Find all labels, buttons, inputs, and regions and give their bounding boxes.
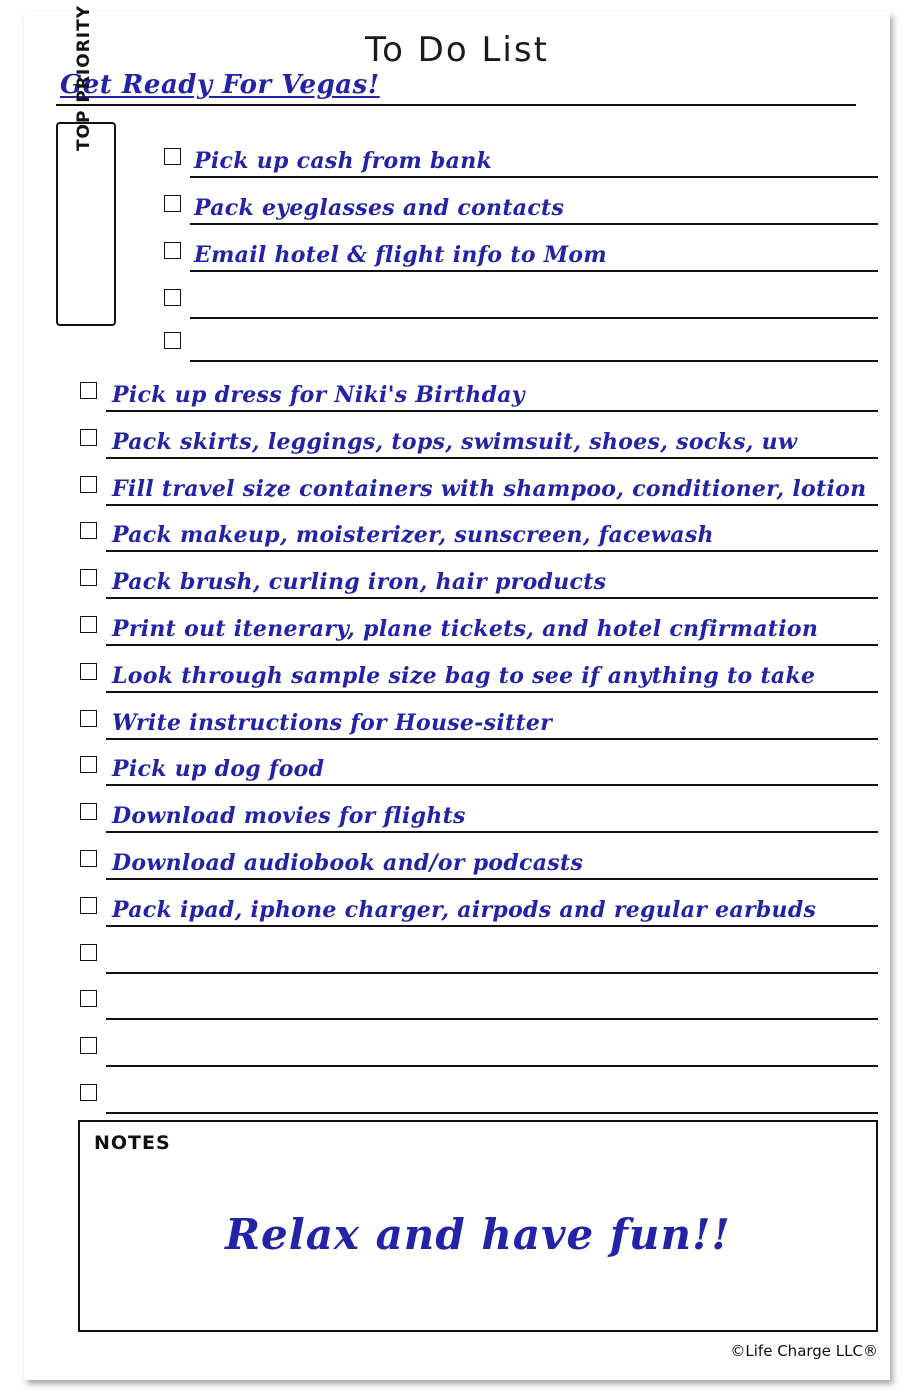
checkbox-icon[interactable] xyxy=(80,710,97,727)
task-row[interactable] xyxy=(164,324,878,368)
writing-rule xyxy=(106,784,878,786)
writing-rule xyxy=(106,1018,878,1020)
task-text[interactable]: Look through sample size bag to see if anything to take xyxy=(112,663,816,689)
writing-rule xyxy=(106,597,878,599)
todo-sheet xyxy=(24,4,890,1380)
checkbox-icon[interactable] xyxy=(80,850,97,867)
task-text[interactable]: Download movies for flights xyxy=(112,803,466,829)
checkbox-icon[interactable] xyxy=(80,476,97,493)
writing-rule xyxy=(190,270,878,272)
task-row[interactable] xyxy=(80,889,878,933)
writing-rule xyxy=(106,925,878,927)
task-row[interactable] xyxy=(80,982,878,1026)
checkbox-icon[interactable] xyxy=(80,429,97,446)
writing-rule xyxy=(106,1112,878,1114)
task-text[interactable]: Fill travel size containers with shampoo, conditioner, lotion xyxy=(112,476,867,502)
task-row[interactable] xyxy=(164,281,878,325)
task-text[interactable]: Pick up cash from bank xyxy=(194,148,493,174)
checkbox-icon[interactable] xyxy=(164,148,181,165)
task-row[interactable] xyxy=(80,748,878,792)
writing-rule xyxy=(190,317,878,319)
writing-rule xyxy=(106,504,878,506)
task-row[interactable] xyxy=(80,608,878,652)
checkbox-icon[interactable] xyxy=(80,803,97,820)
writing-rule xyxy=(106,550,878,552)
task-row[interactable] xyxy=(80,842,878,886)
task-text[interactable]: Pack skirts, leggings, tops, swimsuit, shoes, socks, uw xyxy=(112,429,798,455)
checkbox-icon[interactable] xyxy=(80,944,97,961)
checkbox-icon[interactable] xyxy=(164,242,181,259)
task-text[interactable]: Pick up dog food xyxy=(112,756,325,782)
subject-row xyxy=(56,70,856,108)
writing-rule xyxy=(190,360,878,362)
subject-rule xyxy=(56,104,856,106)
task-row[interactable] xyxy=(80,514,878,558)
task-row[interactable] xyxy=(164,234,878,278)
checkbox-icon[interactable] xyxy=(80,756,97,773)
task-text[interactable]: Print out itenerary, plane tickets, and hotel cnfirmation xyxy=(112,616,819,642)
writing-rule xyxy=(106,457,878,459)
page-title: To Do List xyxy=(365,30,549,70)
task-row[interactable] xyxy=(164,187,878,231)
task-text[interactable]: Pick up dress for Niki's Birthday xyxy=(112,382,525,408)
checkbox-icon[interactable] xyxy=(164,289,181,306)
task-row[interactable] xyxy=(80,468,878,512)
checkbox-icon[interactable] xyxy=(164,195,181,212)
checkbox-icon[interactable] xyxy=(80,382,97,399)
checkbox-icon[interactable] xyxy=(80,1084,97,1101)
writing-rule xyxy=(106,1065,878,1067)
notes-text[interactable]: Relax and have fun!! xyxy=(225,1210,731,1259)
task-row[interactable] xyxy=(80,702,878,746)
checkbox-icon[interactable] xyxy=(80,522,97,539)
writing-rule xyxy=(106,691,878,693)
writing-rule xyxy=(190,176,878,178)
task-row[interactable] xyxy=(80,421,878,465)
task-text[interactable]: Pack eyeglasses and contacts xyxy=(194,195,565,221)
task-text[interactable]: Pack makeup, moisterizer, sunscreen, facewash xyxy=(112,522,714,548)
task-row[interactable] xyxy=(80,561,878,605)
task-text[interactable]: Pack brush, curling iron, hair products xyxy=(112,569,607,595)
writing-rule xyxy=(106,972,878,974)
task-row[interactable] xyxy=(80,1076,878,1120)
checkbox-icon[interactable] xyxy=(80,616,97,633)
top-priority-box xyxy=(56,122,116,326)
checkbox-icon[interactable] xyxy=(80,1037,97,1054)
task-row[interactable] xyxy=(80,795,878,839)
task-row[interactable] xyxy=(80,1029,878,1073)
task-row[interactable] xyxy=(164,140,878,184)
copyright-footer: ©Life Charge LLC® xyxy=(730,1342,878,1360)
task-text[interactable]: Email hotel & flight info to Mom xyxy=(194,242,607,268)
task-row[interactable] xyxy=(80,936,878,980)
notes-label: NOTES xyxy=(94,1132,171,1154)
task-row[interactable] xyxy=(80,655,878,699)
writing-rule xyxy=(190,223,878,225)
writing-rule xyxy=(106,644,878,646)
task-text[interactable]: Pack ipad, iphone charger, airpods and regular earbuds xyxy=(112,897,817,923)
task-text[interactable]: Download audiobook and/or podcasts xyxy=(112,850,584,876)
writing-rule xyxy=(106,410,878,412)
checkbox-icon[interactable] xyxy=(80,990,97,1007)
checkbox-icon[interactable] xyxy=(80,897,97,914)
checkbox-icon[interactable] xyxy=(80,569,97,586)
subject-text[interactable]: Get Ready For Vegas! xyxy=(60,70,380,100)
writing-rule xyxy=(106,831,878,833)
writing-rule xyxy=(106,738,878,740)
task-row[interactable] xyxy=(80,374,878,418)
task-text[interactable]: Write instructions for House-sitter xyxy=(112,710,553,736)
top-priority-label: TOP PRIORITY xyxy=(74,4,94,152)
writing-rule xyxy=(106,878,878,880)
notes-box[interactable] xyxy=(78,1120,878,1332)
checkbox-icon[interactable] xyxy=(80,663,97,680)
checkbox-icon[interactable] xyxy=(164,332,181,349)
